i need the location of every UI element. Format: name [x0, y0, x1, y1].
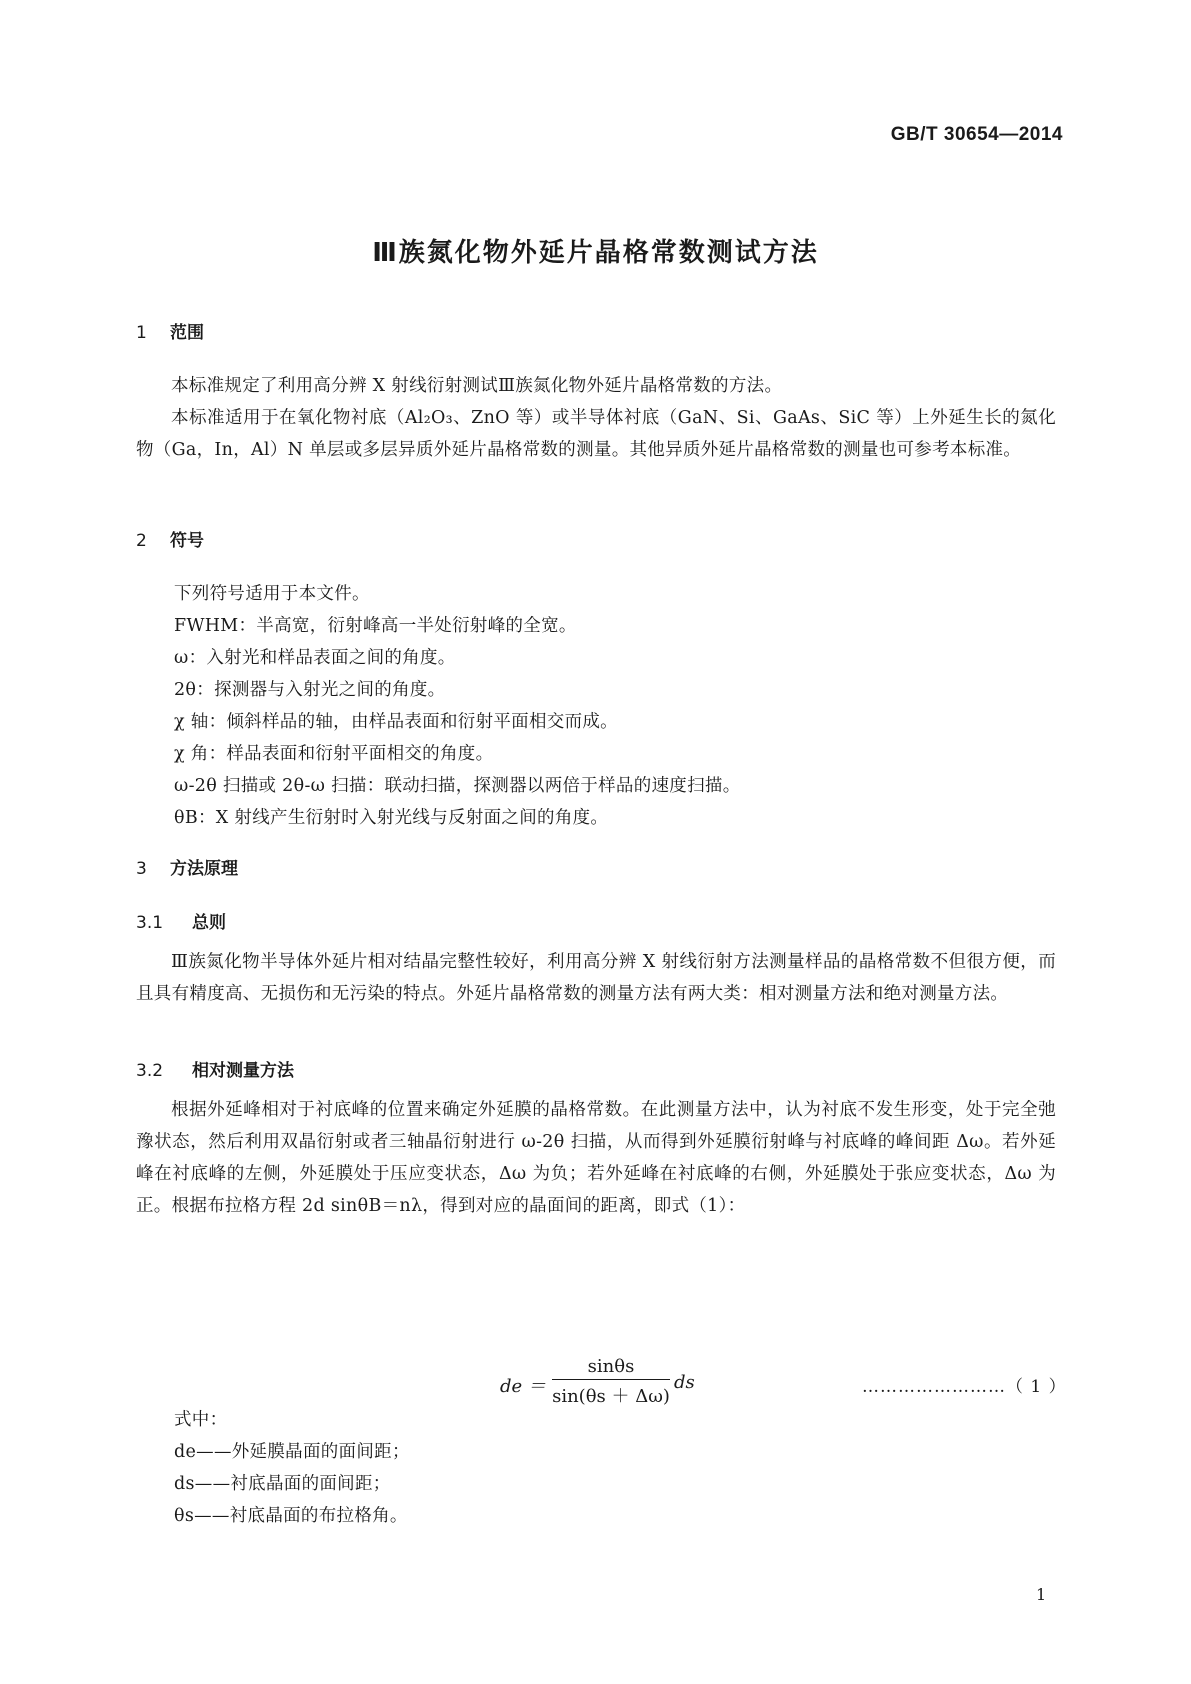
- equation-lhs: de ＝: [500, 1376, 546, 1397]
- where-item: θs——衬底晶面的布拉格角。: [174, 1506, 408, 1526]
- where-item: ds——衬底晶面的面间距；: [174, 1474, 391, 1494]
- section-title: 方法原理: [170, 859, 238, 879]
- section-3-2-paragraph: 根据外延峰相对于衬底峰的位置来确定外延膜的晶格常数。在此测量方法中，认为衬底不发生形变，处于完全弛豫状态，然后利用双晶衍射或者三轴晶衍射进行 ω-2θ 扫描，从而得到外延膜衍射峰与衬底峰的峰间距 Δω。若外延峰在衬底峰的左侧，外延膜处于压应变状态，Δω 为负；若外延峰在衬底峰的右侧，外延膜处于张应变状态，Δω 为正。根据布拉格方程 2d sinθB＝nλ，得到对应的晶面间的距离，即式（1）：: [136, 1100, 1056, 1216]
- subsection-number: 3.2: [136, 1061, 164, 1081]
- symbol-item: χ 角：样品表面和衍射平面相交的角度。: [174, 744, 494, 764]
- section-1-paragraph-1: 本标准规定了利用高分辨 X 射线衍射测试Ⅲ族氮化物外延片晶格常数的方法。: [171, 376, 783, 396]
- section-3-2-heading: [136, 1056, 294, 1081]
- standard-number: GB/T 30654—2014: [890, 124, 1063, 145]
- subsection-title: 相对测量方法: [192, 1061, 294, 1081]
- where-label: 式中：: [174, 1410, 228, 1430]
- where-item: de——外延膜晶面的面间距；: [174, 1442, 410, 1462]
- section-title: 范围: [170, 323, 204, 343]
- section-3-heading: [136, 854, 238, 879]
- symbol-item: FWHM：半高宽，衍射峰高一半处衍射峰的全宽。: [174, 616, 577, 636]
- page-number: 1: [1036, 1585, 1047, 1604]
- symbol-item: θB：X 射线产生衍射时入射光线与反射面之间的角度。: [174, 808, 609, 828]
- subsection-title: 总则: [192, 913, 226, 933]
- equation-denominator: sin(θs ＋ Δω): [552, 1386, 670, 1407]
- section-3-1-heading: [136, 908, 226, 933]
- section-2-heading: [136, 526, 204, 551]
- section-title: 符号: [170, 531, 204, 551]
- equation-label: ……………………（ 1 ）: [862, 1377, 1067, 1397]
- symbol-item: 2θ：探测器与入射光之间的角度。: [174, 680, 446, 700]
- subsection-number: 3.1: [136, 913, 164, 933]
- section-1-paragraph-2: 本标准适用于在氧化物衬底（Al₂O₃、ZnO 等）或半导体衬底（GaN、Si、GaAs、SiC 等）上外延生长的氮化物（Ga，In，Al）N 单层或多层异质外延片晶格常数的测量。其他异质外延片晶格常数的测量也可参考本标准。: [136, 408, 1056, 460]
- symbols-intro: 下列符号适用于本文件。: [174, 584, 370, 604]
- section-number: 3: [136, 859, 147, 879]
- symbol-item: ω：入射光和样品表面之间的角度。: [174, 648, 456, 668]
- document-title: Ⅲ族氮化物外延片晶格常数测试方法: [372, 238, 819, 268]
- equation-fraction: [552, 1356, 670, 1408]
- section-number: 1: [136, 323, 147, 343]
- equation-numerator: sinθs: [552, 1356, 670, 1380]
- section-1-heading: [136, 318, 204, 343]
- equation-rhs: ds: [674, 1372, 695, 1393]
- symbol-item: χ 轴：倾斜样品的轴，由样品表面和衍射平面相交而成。: [174, 712, 618, 732]
- section-number: 2: [136, 531, 147, 551]
- symbol-item: ω-2θ 扫描或 2θ-ω 扫描：联动扫描，探测器以两倍于样品的速度扫描。: [174, 776, 741, 796]
- section-3-1-paragraph: Ⅲ族氮化物半导体外延片相对结晶完整性较好，利用高分辨 X 射线衍射方法测量样品的晶格常数不但很方便，而且具有精度高、无损伤和无污染的特点。外延片晶格常数的测量方法有两大类：相对测量方法和绝对测量方法。: [136, 952, 1056, 1004]
